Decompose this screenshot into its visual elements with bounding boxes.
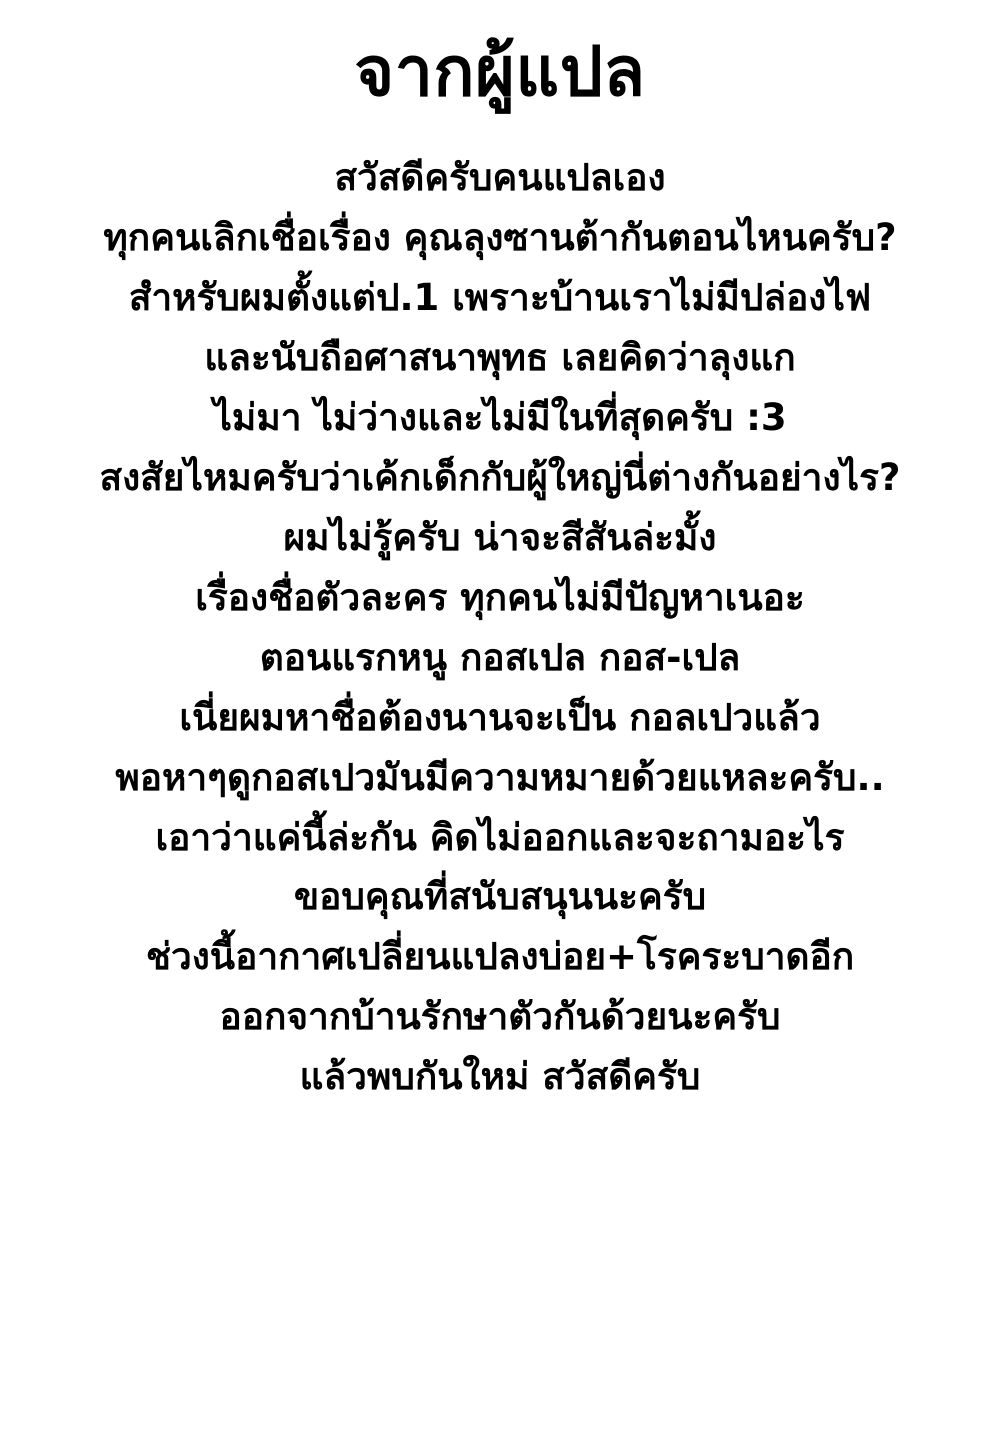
note-line: สงสัยไหมครับว่าเค้กเด็กกับผู้ใหญ่นี่ต่างกันอย่างไร? (99, 455, 901, 499)
note-line: เนี่ยผมหาชื่อต้องนานจะเป็น กอลเปวแล้ว (179, 695, 821, 739)
note-line: พอหาๆดูกอสเปวมันมีความหมายด้วยแหละครับ.. (115, 755, 885, 799)
note-line: เรื่องชื่อตัวละคร ทุกคนไม่มีปัญหาเนอะ (195, 575, 805, 619)
note-line: เอาว่าแค่นี้ล่ะกัน คิดไม่ออกและจะถามอะไร (155, 815, 845, 859)
note-line: สวัสดีครับคนแปลเอง (334, 156, 666, 200)
note-line: สำหรับผมตั้งแต่ป.1 เพราะบ้านเราไม่มีปล่องไฟ (128, 276, 872, 320)
note-line: ตอนแรกหนู กอสเปล กอส-เปล (259, 635, 741, 679)
note-line: แล้วพบกันใหม่ สวัสดีครับ (299, 1055, 701, 1099)
note-line: ออกจากบ้านรักษาตัวกันด้วยนะครับ (219, 995, 781, 1039)
note-line: ไม่มา ไม่ว่างและไม่มีในที่สุดครับ :3 (213, 395, 787, 439)
note-line: และนับถือศาสนาพุทธ เลยคิดว่าลุงแก (204, 336, 796, 379)
note-line: ขอบคุณที่สนับสนุนนะครับ (293, 875, 707, 919)
note-line: ผมไม่รู้ครับ น่าจะสีสันล่ะมั้ง (283, 515, 717, 559)
note-body (40, 148, 960, 1107)
note-line: ช่วงนี้อากาศเปลี่ยนแปลงบ่อย+โรคระบาดอีก (145, 935, 855, 979)
page-title: จากผู้แปล (354, 33, 646, 112)
note-line: ทุกคนเลิกเชื่อเรื่อง คุณลุงซานต้ากันตอนไหนครับ? (103, 216, 897, 260)
